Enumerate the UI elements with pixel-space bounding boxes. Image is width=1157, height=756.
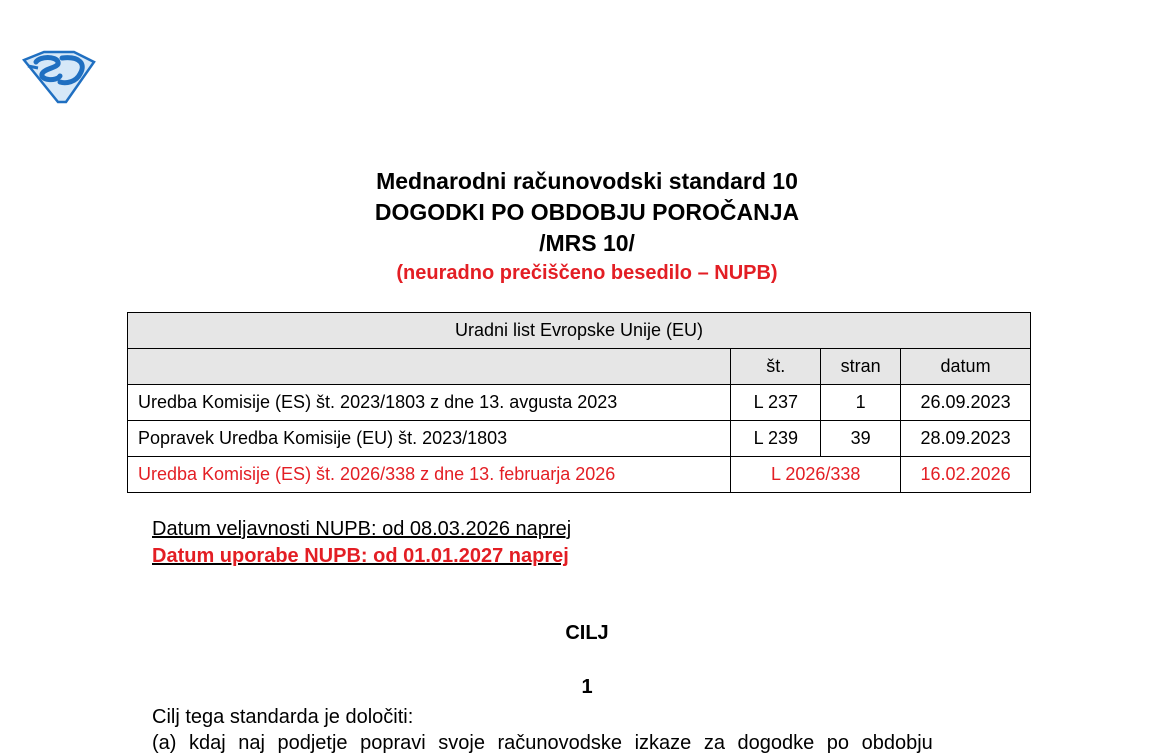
title-line-3: /MRS 10/	[539, 230, 635, 256]
column-header-stran: stran	[821, 349, 901, 385]
table-caption-row	[128, 313, 1031, 349]
document-title	[0, 166, 1157, 287]
column-header-st: št.	[731, 349, 821, 385]
sd-logo-icon	[22, 48, 96, 104]
table-row	[128, 385, 1031, 421]
title-note: (neuradno prečiščeno besedilo – NUPB)	[396, 262, 778, 284]
title-line-1: Mednarodni računovodski standard 10	[376, 168, 798, 194]
paragraph-number: 1	[581, 676, 593, 698]
table-header-row	[128, 349, 1031, 385]
row-stran: 39	[821, 421, 901, 457]
table-row	[128, 421, 1031, 457]
table-caption: Uradni list Evropske Unije (EU)	[128, 313, 1031, 349]
row-st: L 237	[731, 385, 821, 421]
title-line-2: DOGODKI PO OBDOBJU POROČANJA	[374, 199, 800, 225]
row-st-stran: L 2026/338	[731, 457, 901, 493]
apply-from-date: Datum uporabe NUPB: od 01.01.2027 naprej	[152, 545, 569, 567]
row-text: Uredba Komisije (ES) št. 2023/1803 z dne 13. avgusta 2023	[128, 385, 731, 421]
row-datum: 28.09.2023	[901, 421, 1031, 457]
row-datum: 26.09.2023	[901, 385, 1031, 421]
row-stran: 1	[821, 385, 901, 421]
table-row	[128, 457, 1031, 493]
table-header-empty	[128, 349, 731, 385]
official-journal-table	[127, 312, 1031, 493]
row-text: Uredba Komisije (ES) št. 2026/338 z dne 13. februarja 2026	[128, 457, 731, 493]
paragraph-item-a: (a) kdaj naj podjetje popravi svoje računovodske izkaze za dogodke po obdobju	[152, 732, 933, 754]
validity-dates	[152, 516, 571, 570]
row-text: Popravek Uredba Komisije (EU) št. 2023/1803	[128, 421, 731, 457]
row-st: L 239	[731, 421, 821, 457]
paragraph-intro: Cilj tega standarda je določiti:	[152, 706, 414, 728]
row-datum: 16.02.2026	[901, 457, 1031, 493]
section-heading: CILJ	[565, 622, 609, 644]
column-header-datum: datum	[901, 349, 1031, 385]
valid-from-date: Datum veljavnosti NUPB: od 08.03.2026 naprej	[152, 518, 572, 540]
